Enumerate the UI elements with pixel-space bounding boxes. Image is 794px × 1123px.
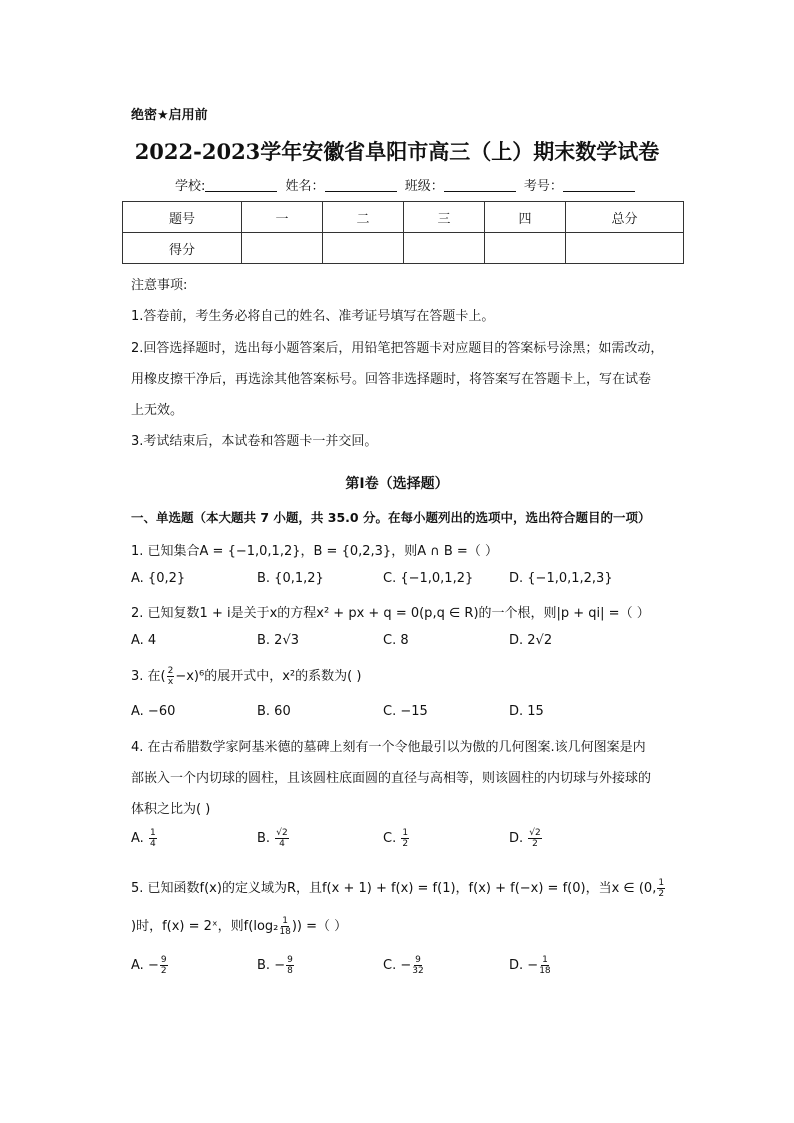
fraction-denominator: 2 [532,839,538,849]
option-sign: − [147,958,159,973]
fraction-denominator: 4 [149,839,156,849]
score-input-cell[interactable] [566,233,684,264]
option-label: D. [509,958,524,973]
question-4-option-b[interactable] [257,828,290,849]
option-sign: − [527,958,539,973]
question-5-line-2 [131,915,347,937]
question-4-line-2: 部嵌入一个内切球的圆柱，且该圆柱底面圆的直径与高相等，则该圆柱的内切球与外接球的 [131,771,652,786]
question-3-option-b[interactable]: B. 60 [257,704,291,719]
class-blank[interactable] [444,178,516,192]
fraction-denominator: 4 [279,839,285,849]
question-1-stem: 1. 已知集合A = {−1,0,1,2}，B = {0,2,3}，则A ∩ B =（ ） [131,544,498,559]
score-input-cell[interactable] [323,233,404,264]
option-label: C. [383,958,397,973]
option-label: B. [257,831,271,846]
score-table-cell: 题号 [123,202,242,233]
score-table-cell: 总分 [566,202,684,233]
score-input-cell[interactable] [242,233,323,264]
exam-title: 2022-2023学年安徽省阜阳市高三（上）期末数学试卷 [134,139,660,164]
question-3-option-a[interactable]: A. −60 [131,704,176,719]
question-5-option-c[interactable] [383,955,425,976]
question-5-line-1-text: 5. 已知函数f(x)的定义域为R，且f(x + 1) + f(x) = f(1)，f(x) + f(−x) = f(0)，当x ∈ (0, [131,881,657,896]
option-fraction [286,955,294,976]
confidential-label: 绝密★启用前 [131,108,208,123]
question-3-stem-end: −x)⁶的展开式中，x²的系数为( ) [175,669,362,684]
notes-heading: 注意事项: [131,278,188,293]
fraction-denominator: 32 [412,966,424,976]
fraction-numerator: 1 [542,955,548,965]
fraction-numerator: 9 [287,955,293,965]
fraction-denominator: 2 [658,889,665,899]
section-title: 第Ⅰ卷（选择题） [345,476,449,492]
question-5-fraction [657,878,665,899]
question-2-option-c[interactable]: C. 8 [383,633,409,648]
question-5-log-fraction [279,916,290,937]
score-input-cell[interactable] [485,233,566,264]
class-label: 班级： [404,179,444,194]
part-title: 一、单选题（本大题共 7 小题，共 35.0 分。在每小题列出的选项中，选出符合题目的一项） [131,510,651,525]
score-table-cell: 二 [323,202,404,233]
score-table-header-row [123,202,684,233]
question-4-line-1: 4. 在古希腊数学家阿基米德的墓碑上刻有一个令他最引以为傲的几何图案.该几何图案是内 [131,740,646,755]
question-2-option-a[interactable]: A. 4 [131,633,157,648]
question-3-fraction [167,666,175,687]
option-fraction [275,828,288,849]
fraction-numerator: √2 [529,828,541,838]
option-label: B. [257,958,271,973]
notes-item-2-line-2: 用橡皮擦干净后，再选涂其他答案标号。回答非选择题时，将答案写在答题卡上，写在试卷 [131,372,652,387]
question-3-option-d[interactable]: D. 15 [509,704,544,719]
fraction-numerator: 1 [658,878,665,888]
question-5-line-2-start: )时，f(x) = 2ˣ，则f(log₂ [131,919,279,934]
question-1-option-a[interactable]: A. {0,2} [131,571,186,586]
question-5-option-b[interactable] [257,955,295,976]
question-2-option-d[interactable]: D. 2√2 [509,633,553,648]
option-fraction [401,828,409,849]
fraction-numerator: 2 [167,666,174,676]
question-1-option-c[interactable]: C. {−1,0,1,2} [383,571,474,586]
score-table-cell: 得分 [123,233,242,264]
score-table [122,201,684,264]
question-4-option-c[interactable] [383,828,410,849]
student-info-line [175,175,639,194]
option-fraction [149,828,157,849]
fraction-numerator: 1 [282,916,288,926]
option-fraction [528,828,541,849]
option-label: D. [509,831,524,846]
fraction-denominator: x [167,677,174,687]
option-label: A. [131,958,144,973]
fraction-numerator: √2 [276,828,288,838]
name-label: 姓名： [285,179,325,194]
question-3-stem-start: 3. 在( [131,669,166,684]
fraction-denominator: 18 [539,966,551,976]
score-input-cell[interactable] [404,233,485,264]
notes-item-3: 3.考试结束后，本试卷和答题卡一并交回。 [131,434,378,449]
score-table-cell: 一 [242,202,323,233]
option-sign: − [400,958,412,973]
name-blank[interactable] [325,178,397,192]
question-4-option-d[interactable] [509,828,543,849]
question-4-line-3: 体积之比为( ) [131,802,211,817]
question-1-option-d[interactable]: D. {−1,0,1,2,3} [509,571,613,586]
question-3-option-c[interactable]: C. −15 [383,704,428,719]
question-3-stem [131,665,361,687]
exam-number-label: 考号： [523,179,563,194]
exam-number-blank[interactable] [563,178,635,192]
question-4-option-a[interactable] [131,828,158,849]
question-1-option-b[interactable]: B. {0,1,2} [257,571,324,586]
option-sign: − [274,958,286,973]
fraction-numerator: 1 [402,828,409,838]
school-label: 学校: [175,179,206,194]
question-2-option-b[interactable]: B. 2√3 [257,633,300,648]
notes-item-2-line-1: 2.回答选择题时，选出每小题答案后，用铅笔把答题卡对应题目的答案标号涂黑；如需改动， [131,341,664,356]
question-5-line-1 [131,877,666,899]
notes-item-1: 1.答卷前，考生务必将自己的姓名、准考证号填写在答题卡上。 [131,309,495,324]
question-5-option-a[interactable] [131,955,169,976]
question-5-option-d[interactable] [509,955,552,976]
fraction-denominator: 8 [287,966,293,976]
option-label: A. [131,831,144,846]
school-blank[interactable] [205,178,277,192]
fraction-numerator: 1 [149,828,156,838]
score-table-score-row [123,233,684,264]
notes-item-2-line-3: 上无效。 [131,403,184,418]
fraction-numerator: 9 [160,955,167,965]
option-fraction [412,955,423,976]
fraction-denominator: 2 [160,966,167,976]
score-table-cell: 三 [404,202,485,233]
score-table-cell: 四 [485,202,566,233]
fraction-numerator: 9 [415,955,421,965]
question-5-line-2-end: )) =（ ） [291,919,348,934]
option-label: C. [383,831,397,846]
option-fraction [160,955,168,976]
option-fraction [539,955,550,976]
question-2-stem: 2. 已知复数1 + i是关于x的方程x² + px + q = 0(p,q ∈ R)的一个根，则|p + qi| =（ ） [131,606,650,621]
fraction-denominator: 2 [402,839,409,849]
fraction-denominator: 18 [279,927,291,937]
